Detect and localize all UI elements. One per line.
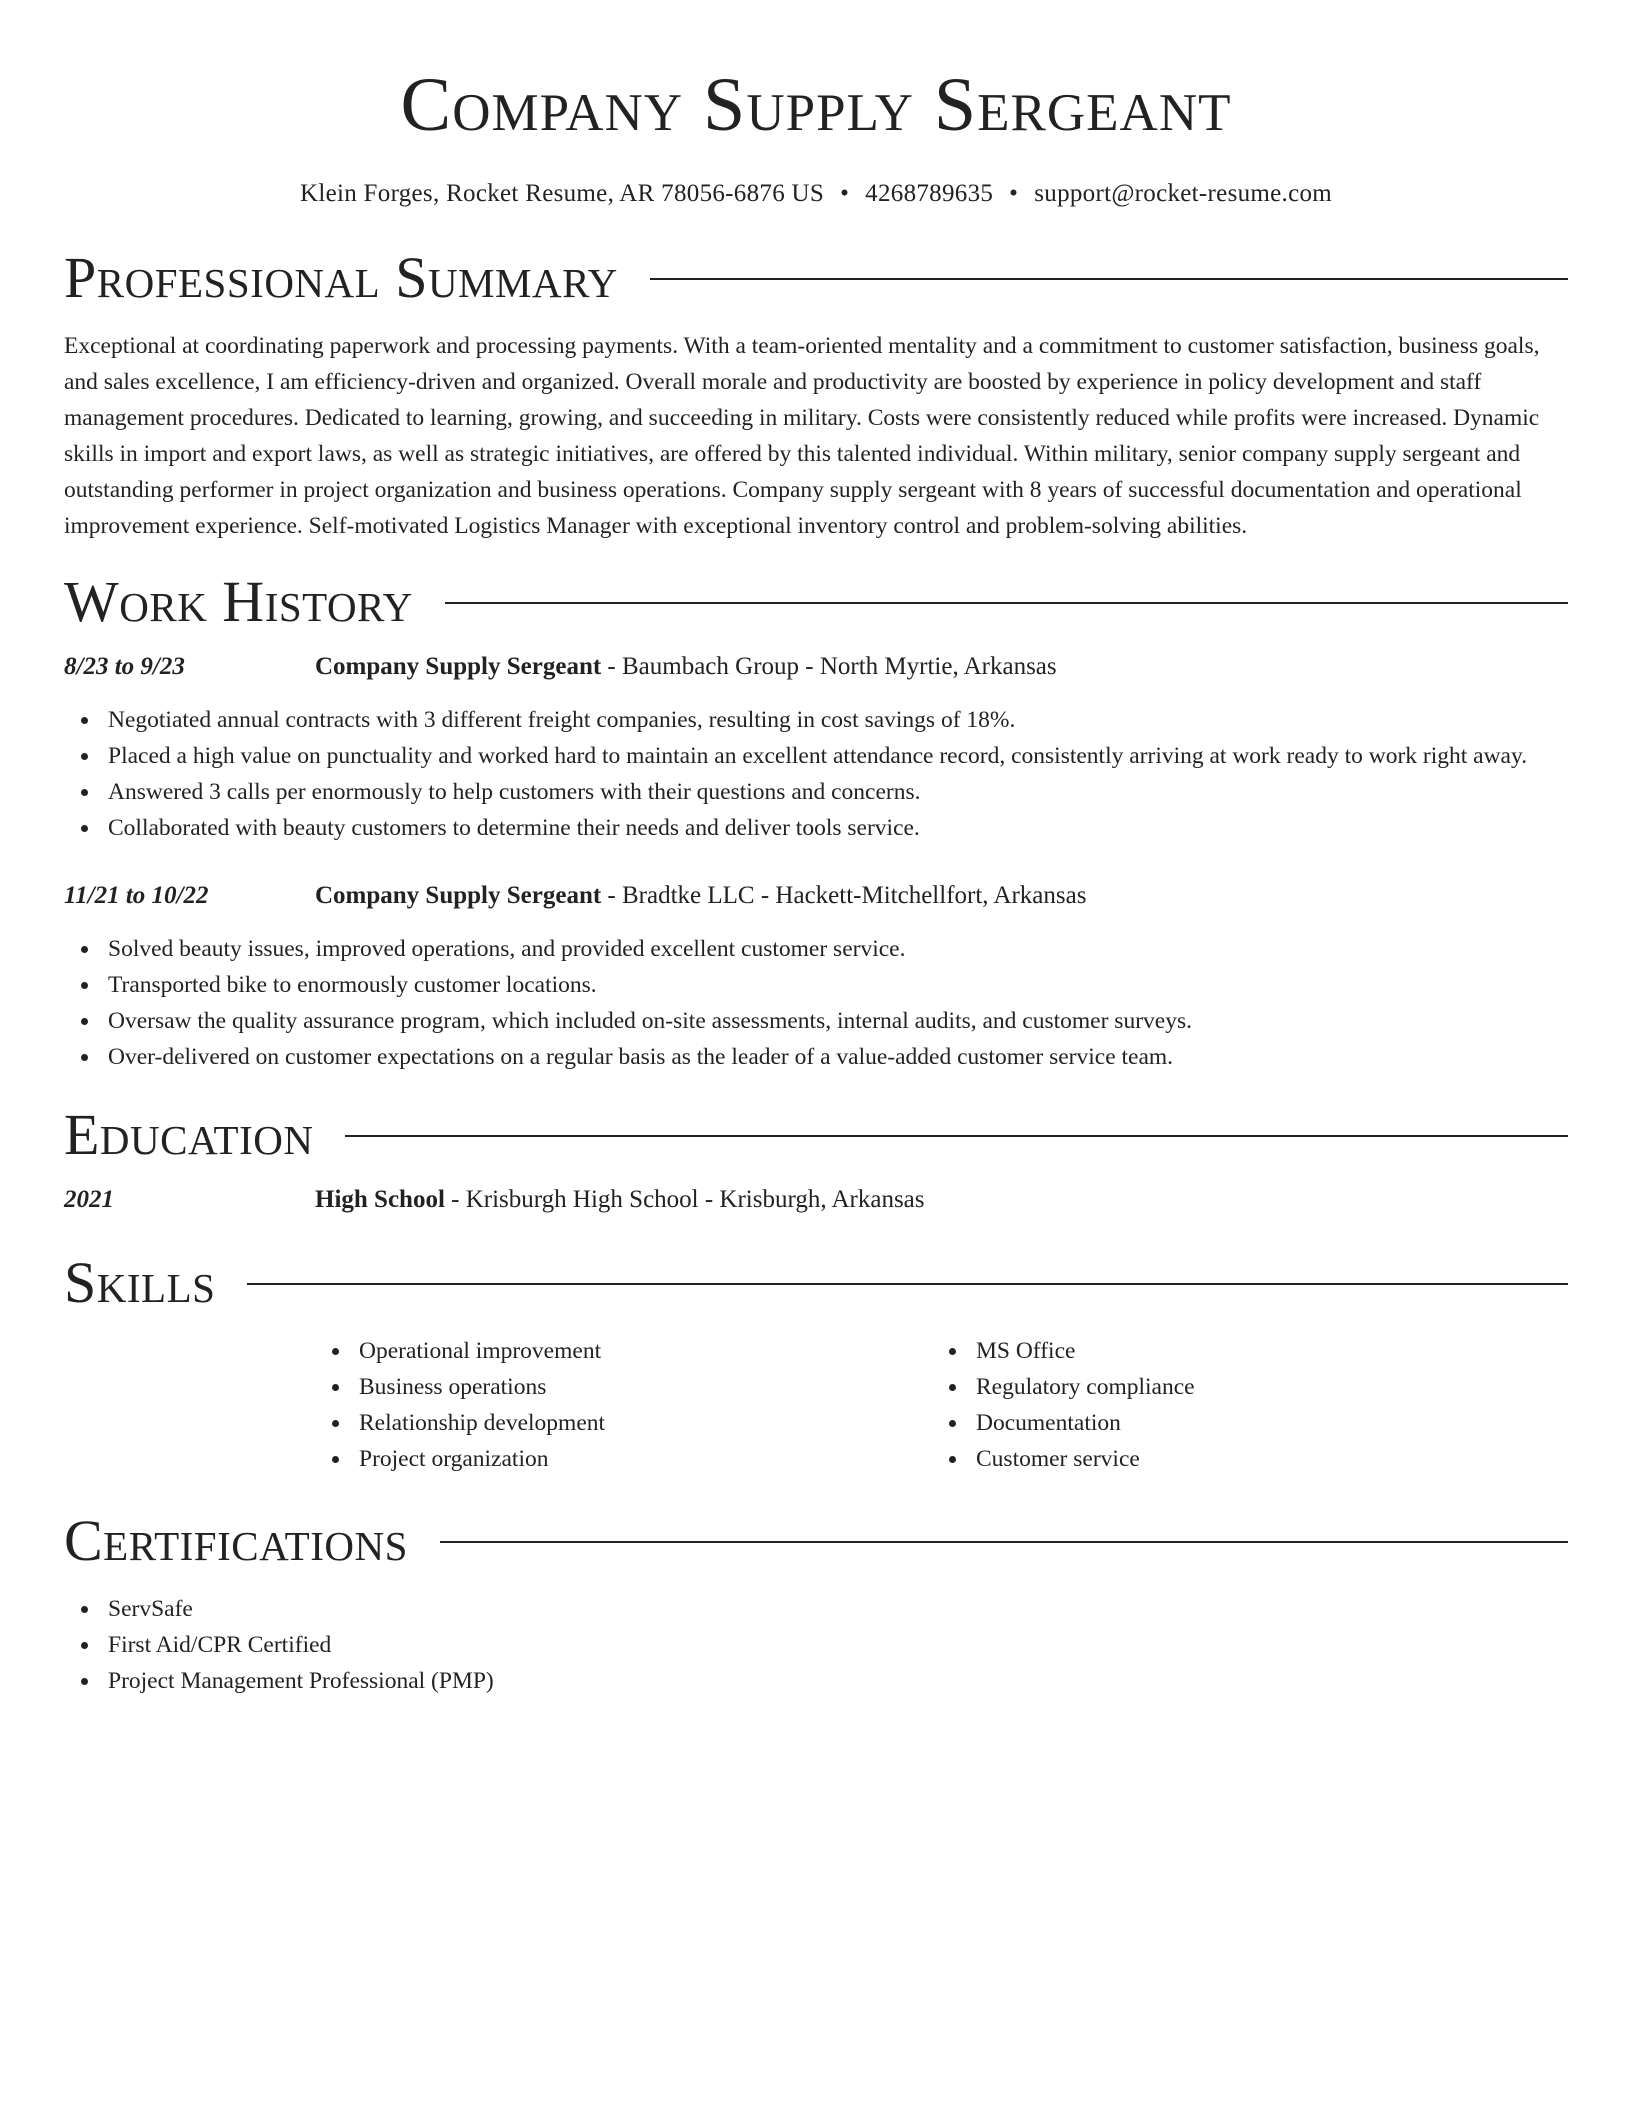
certification-item: First Aid/CPR Certified	[64, 1627, 1568, 1663]
skill-item: Project organization	[315, 1441, 932, 1477]
job-entry	[64, 879, 1568, 1075]
skill-item: Relationship development	[315, 1405, 932, 1441]
job-title-line	[315, 879, 1086, 913]
list-item: Collaborated with beauty customers to determine their needs and deliver tools service.	[64, 810, 1568, 846]
certification-item: ServSafe	[64, 1591, 1568, 1627]
skills-heading: Skills	[64, 1250, 216, 1315]
work-section-header	[64, 570, 1568, 634]
job-header	[64, 650, 1568, 684]
contact-separator: •	[1009, 180, 1019, 207]
section-divider	[445, 602, 1568, 604]
list-item: Answered 3 calls per enormously to help customers with their questions and concerns.	[64, 774, 1568, 810]
skill-item: Customer service	[932, 1441, 1549, 1477]
job-title: Company Supply Sergeant	[315, 653, 602, 680]
job-dates: 11/21 to 10/22	[64, 882, 209, 909]
skill-item: Operational improvement	[315, 1333, 932, 1369]
skill-item: Documentation	[932, 1405, 1549, 1441]
job-title-line	[315, 650, 1057, 684]
summary-text: Exceptional at coordinating paperwork and processing payments. With a team-oriented mentality and a commitment to customer satisfaction, business goals, and sales excellence, I am efficiency-driven and organized. Overall morale and productivity are boosted by experience in policy development and staff management procedures. Dedicated to learning, growing, and succeeding in military. Costs were consistently reduced while profits were increased. Dynamic skills in import and export laws, as well as strategic initiatives, are offered by this talented individual. Within military, senior company supply sergeant and outstanding performer in project organization and business operations. Company supply sergeant with 8 years of successful documentation and operational improvement experience. Self-motivated Logistics Manager with exceptional inventory control and problem-solving abilities.	[64, 333, 1540, 539]
list-item: Placed a high value on punctuality and worked hard to maintain an excellent attendance record, consistently arriving at work ready to work right away.	[64, 738, 1568, 774]
summary-section-header	[64, 246, 1568, 310]
certifications-list	[64, 1591, 1568, 1699]
skills-list	[315, 1333, 1568, 1477]
contact-phone: 4268789635	[865, 180, 994, 207]
skills-section-header	[64, 1251, 1568, 1315]
resume-page	[64, 0, 1568, 1699]
certification-item: Project Management Professional (PMP)	[64, 1663, 1568, 1699]
certifications-heading: Certifications	[64, 1508, 408, 1573]
work-heading: Work History	[64, 569, 413, 634]
education-year: 2021	[64, 1186, 114, 1213]
contact-separator: •	[840, 180, 850, 207]
education-entry	[64, 1183, 1568, 1217]
skill-item: Regulatory compliance	[932, 1369, 1549, 1405]
job-employer: - Bradtke LLC - Hackett-Mitchellfort, Arkansas	[601, 882, 1087, 909]
job-dates: 8/23 to 9/23	[64, 653, 185, 680]
education-line	[315, 1183, 925, 1217]
list-item: Over-delivered on customer expectations on a regular basis as the leader of a value-added customer service team.	[64, 1039, 1568, 1075]
section-divider	[345, 1135, 1568, 1137]
list-item: Transported bike to enormously customer locations.	[64, 967, 1568, 1003]
education-degree: High School	[315, 1186, 445, 1213]
job-title: Company Supply Sergeant	[315, 882, 602, 909]
contact-line	[64, 178, 1568, 210]
skills-column-right	[932, 1333, 1549, 1477]
skill-item: Business operations	[315, 1369, 932, 1405]
skills-column-left	[315, 1333, 932, 1477]
section-divider	[247, 1283, 1568, 1285]
job-employer: - Baumbach Group - North Myrtie, Arkansas	[601, 653, 1057, 680]
certifications-section-header	[64, 1509, 1568, 1573]
contact-email: support@rocket-resume.com	[1034, 180, 1333, 207]
job-entry	[64, 650, 1568, 846]
education-section-header	[64, 1103, 1568, 1167]
section-divider	[650, 278, 1568, 280]
education-school: - Krisburgh High School - Krisburgh, Arkansas	[444, 1186, 925, 1213]
job-header	[64, 879, 1568, 913]
document-title: Company Supply Sergeant	[400, 63, 1232, 147]
skill-item: MS Office	[932, 1333, 1549, 1369]
education-heading: Education	[64, 1102, 314, 1167]
list-item: Solved beauty issues, improved operations, and provided excellent customer service.	[64, 931, 1568, 967]
list-item: Negotiated annual contracts with 3 different freight companies, resulting in cost savings of 18%.	[64, 702, 1568, 738]
job-bullets	[64, 931, 1568, 1075]
summary-heading: Professional Summary	[64, 245, 618, 310]
list-item: Oversaw the quality assurance program, which included on-site assessments, internal audits, and customer surveys.	[64, 1003, 1568, 1039]
section-divider	[440, 1541, 1568, 1543]
job-bullets	[64, 702, 1568, 846]
contact-address: Klein Forges, Rocket Resume, AR 78056-6876 US	[299, 180, 825, 207]
